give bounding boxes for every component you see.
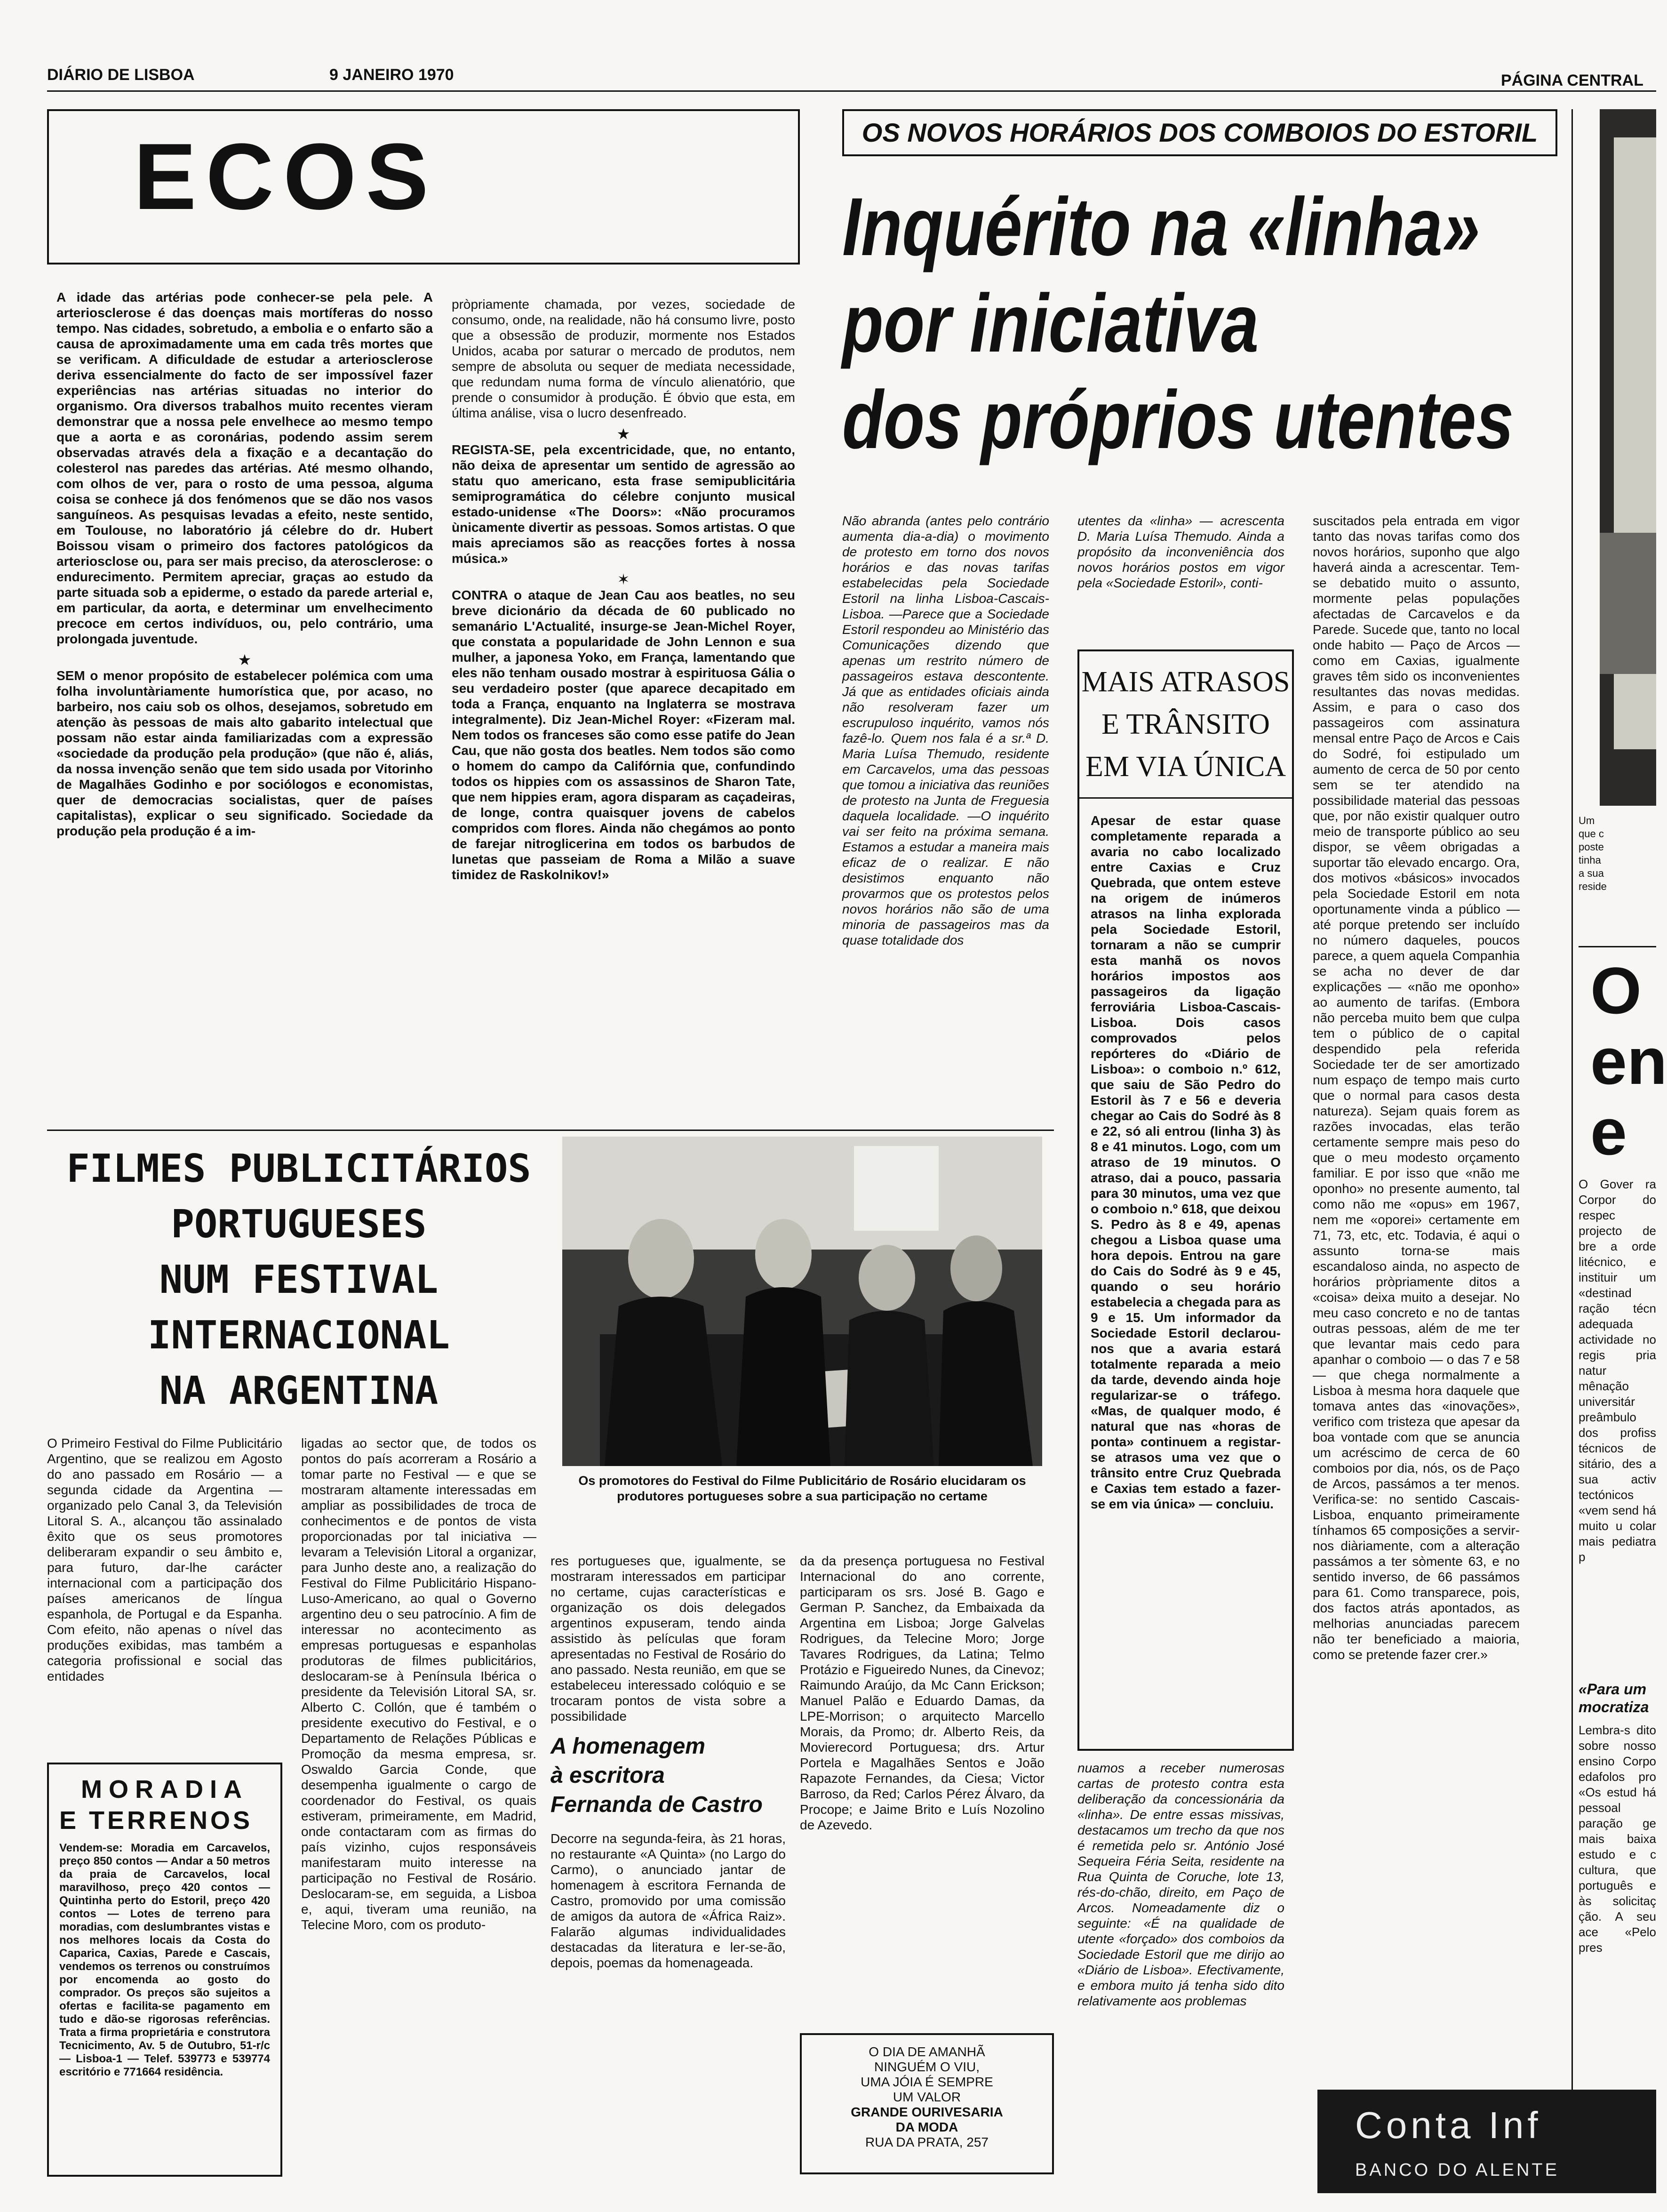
filmes-text-1: O Primeiro Festival do Filme Publicitário Argentino, que se realizou em Agosto do ano passado em Rosário — a segunda cidade da Argentina — organizado pelo Canal 3, da Televisión Litoral S. A., alcançou tão assinalado êxito que os seus promotores deliberaram expandir o seu âmbito e, para futuro, dar-lhe carácter internacional com a participação dos países americanos de língua espanhola, de Portugal e da Espanha. Com efeito, não apenas o nível das produções exibidas, mas também a categoria profissional e social das entidades [47,1436,282,1683]
masthead-rule [47,90,1656,92]
masthead-date: 9 JANEIRO 1970 [329,66,454,84]
right-strip-caption-line-5: a sua [1579,867,1604,879]
right-strip-rule [1571,109,1573,2180]
ecos-article-doors: REGISTA-SE, pela excentricidade, que, no entanto, não deixa de apresentar um sentido de agressão ao statu quo americano, esta frase semipublicitária semiprogramática do célebre conjunto musical estado-unidense «The Doors»: «Não procuramos ùnicamente divertir as pessoas. Somos artistas. O que mais apreciamos são as reacções fortes à nossa música.» [452,442,795,566]
comboios-kicker: OS NOVOS HORÁRIOS DOS COMBOIOS DO ESTORIL [861,118,1538,147]
ecos-article-beatles: CONTRA o ataque de Jean Cau aos beatles, no seu breve dicionário da década de 60 publicado no semanário L'Actualité, insurge-se Jean-Michel Royer, que constata a popularidade de John Lennon e sua mulher, a japonesa Yoko, em França, lamentando que eles não tenham ousado mostrar à espirituosa Gália o seu verdadeiro poster (que aparece decapitado em toda a França, enquanto na Inglaterra se mostrava integralmente). Diz Jean-Michel Royer: «Fizeram mal. Nem todos os franceses são como esse patife do Jean Cau, que não gosta dos beatles. Nem todos são como o homem do campo da Califórnia que, confundindo todos os hippies com os assassinos de Sharon Tate, que nem hippies eram, agora disparam as caçadeiras, de longe, contra quaisquer jovens de cabelos compridos com flores. Ainda não chegámos ao ponto de farejar nitroglicerina em todos os barbudos de lunetas que passeiam de Roma a Milão a suave timidez de Raskolnikov!» [452,588,795,882]
ourivesaria-ad [800,2033,1054,2174]
star-divider: ✶ [617,570,630,588]
homenagem-title [550,1732,786,1819]
masthead-paper: DIÁRIO DE LISBOA [47,66,195,84]
homenagem-title-line-3: Fernanda de Castro [550,1792,763,1817]
filmes-column-3 [550,1553,786,1723]
filmes-column-4 [800,1553,1045,2071]
filmes-text-2: ligadas ao sector que, de todos os pontos do país acorreram a Rosário a tomar parte no Festival — e que se mostraram altamente interessadas em ampliar as possibilidades de troca de conhecimentos e de pontos de vista proporcionadas por tal iniciativa — levaram a Televisión Litoral a organizar, para Junho deste ano, a realização do Festival do Filme Publicitário Hispano-Luso-Americano, ao qual o Governo argentino deu o seu patrocínio. A fim de interessar no acontecimento as empresas portuguesas e espanholas produtoras de filmes publicitários, deslocaram-se à Península Ibérica o presidente da Televisión Litoral SA, sr. Alberto C. Collón, que é também o presidente executivo do Festival, e o Departamento de Relações Públicas e Promoção da mesma empresa, sr. Oswaldo Garcia Conde, que desempenha igualmente o cargo de coordenador do Festival, os quais estiveram, primeiramente, em Madrid, onde contactaram com as firmas do país vizinho, cujos responsáveis manifestaram muito interesse na participação no Festival de Rosário. Deslocaram-se, em seguida, a Lisboa e, aqui, tiveram uma reunião, na Telecine Moro, com os produto- [301,1436,536,1932]
festival-photo [562,1137,1042,1466]
comboios-kicker-box [842,109,1557,156]
filmes-column-1 [47,1435,282,1755]
banco-ad [1317,2090,1656,2193]
ourivesaria-line-7: RUA DA PRATA, 257 [865,2135,989,2149]
comboios-column-3 [1313,513,1520,2090]
moradia-body: Vendem-se: Moradia em Carcavelos, preço 850 contos — Andar a 50 metros da praia de Carcavelos, local maravilhoso, preço 420 contos — Quintinha perto do Estoril, preço 420 contos — Lotes de terreno para moradias, com deslumbrantes vistas e nos melhores locais da Costa do Caparica, Caxias, Parede e Cascais, vendemos os terrenos ou construímos por encomenda ao gosto do comprador. Os preços são sujeitos a ofertas e facilita-se pagamento em tudo e dão-se rigorosas referências. Trata a firma proprietária e construtora Tecnicimento, Av. 5 de Outubro, 51-r/c — Lisboa-1 — Telef. 539773 e 539774 escritório e 771664 residência. [59,1842,270,2078]
right-strip-headline-line-2: en [1590,1024,1667,1098]
festival-photo-caption: Os promotores do Festival do Filme Publicitário de Rosário elucidaram os produtores portugueses sobre a sua participação no certame [578,1474,1026,1503]
right-strip-caption-line-6: reside [1579,881,1607,892]
right-strip-caption-line-4: tinha [1579,854,1601,866]
ecos-column-2 [452,297,795,1134]
ecos-column-1 [56,289,433,1127]
atrasos-box [1077,649,1294,1751]
festival-photo-illustration [562,1137,1042,1466]
atrasos-title-line-1: MAIS ATRASOS [1081,666,1290,698]
right-strip-photo [1600,109,1656,806]
comboios-column-1 [842,513,1049,1130]
right-strip-caption-line-1: Um [1579,815,1595,826]
right-strip-column: O Gover ra Corpor do respec projecto de bre a orde litécnico, e instituir um «destinad ração técn adequada actividade no regis pria natur mênação universitár preâmbulo dos profiss técnicos de sitário, des a sua activ tectónicos «vem send há muito u colar mais pediatra p [1579,1177,1656,1564]
filmes-headline-line-5: NA ARGENTINA [159,1369,439,1413]
comboios-column-2-bottom [1077,1760,1284,2184]
ourivesaria-line-3: UMA JÓIA É SEMPRE [861,2075,993,2089]
right-strip-caption-line-3: poste [1579,841,1604,853]
atrasos-body: Apesar de estar quase completamente reparada a avaria no cabo localizado entre Caxias e Cruz Quebrada, que ontem esteve na origem de inúmeros atrasos na linha explorada pela Sociedade Estoril, tornaram a não se cumprir esta manhã os novos horários impostos aos passageiros da ligação ferroviária Lisboa-Cascais-Lisboa. Dois casos comprovados pelos repórteres do «Diário de Lisboa»: o comboio n.º 612, que saiu de São Pedro do Estoril às 7 e 56 e deveria chegar ao Cais do Sodré às 8 e 22, só ali entrou (linha 3) às 8 e 41 minutos. Logo, com um atraso de 19 minutos. O atraso, dai a pouco, passaria para 30 minutos, uma vez que o comboio n.º 618, que deixou S. Pedro às 8 e 49, apenas chegou a Lisboa quase uma hora depois. Entrou na gare do Cais do Sodré às 9 e 45, quando o seu horário estabelecia a chegada para as 9 e 15. Um informador da Sociedade Estoril declarou-nos que a avaria estará totalmente reparada a meio da tarde, devendo ainda hoje regularizar-se o tráfego. «Mas, de qualquer modo, é natural que nas «horas de ponta» continuem a registar-se atrasos uma vez que o trânsito entre Cruz Quebrada e Caxias tem estado a fazer-se em via única» — concluiu. [1091,813,1281,1511]
filmes-headline-line-2: PORTUGUESES [171,1202,427,1247]
comboios-headline-line-3: dos próprios utentes [842,374,1514,466]
filmes-text-3: res portugueses que, igualmente, se mostraram interessados em participar no certame, cujas características e organização os dois delegados argentinos expuseram, tendo ainda assistido às películas que foram apresentadas no Festival de Rosário do ano passado. Nesta reunião, em que se estabeleceu interessado colóquio e se trocaram pontos de vista sobre a possibilidade [550,1554,786,1723]
ourivesaria-line-1: O DIA DE AMANHÃ [869,2044,985,2059]
filmes-headline-line-4: INTERNACIONAL [148,1313,450,1358]
comboios-text-2a: utentes da «linha» — acrescenta D. Maria Luísa Themudo. Ainda a propósito da inconveniência dos novos horários postos em vigor pela «Sociedade Estoril», conti- [1077,513,1284,590]
moradia-title-1: MORADIA [81,1775,248,1803]
banco-ad-title: Conta Inf [1355,2104,1542,2146]
ourivesaria-line-6: DA MODA [895,2120,958,2134]
ecos-article-arterias: A idade das artérias pode conhecer-se pela pele. A arteriosclerose é das doenças mais mortíferas do nosso tempo. Nas cidades, sobretudo, a embolia e o enfarto são a causa de aproximadamente uma em cada três mortes que se verificam. A dificuldade de estudar a arteriosclerose deriva essencialmente do facto de ser impossível fazer experiências nas artérias situadas no interior do organismo. Ora diversos trabalhos muito recentes vieram demonstrar que a nossa pele envelhece ao mesmo tempo que a aorta e as coronárias, podendo assim serem observadas através dela a fixação e a decantação do colesterol nas paredes das artérias. Até mesmo olhando, com olhos de ver, para o rosto de uma pessoa, alguma coisa se conhece já dos fenómenos que se dão nos vasos sanguíneos. As pesquisas levadas a efeito, neste sentido, em Toulouse, no laboratório já célebre do dr. Hubert Boissou visam o primeiro dos factores patológicos da arteriosclose ou, para ser mais preciso, da aterosclerose: o endurecimento. Permitem apreciar, graças ao estudo da parte situada sob a epiderme, o estado da parede arterial e, em particular, da aorta, e determinar um envelhecimento precoce em certos indivíduos, ou, pelo contrário, uma prolongada juventude. [56,290,433,646]
right-strip-divider [1579,946,1656,947]
right-strip-caption [1579,814,1656,937]
filmes-column-2 [301,1435,536,2179]
moradia-title-2: E TERRENOS [59,1806,253,1835]
ecos-title-box [47,109,800,264]
filmes-text-4: da da presença portuguesa no Festival Internacional do ano corrente, participaram os srs. José B. Gago e German P. Sanchez, da Embaixada da Argentina em Lisboa; Jorge Galvelas Rodrigues, da Telecine Moro; Jorge Tavares Rodrigues, da Latina; Telmo Protázio e Figueiredo Nunes, da Cinevoz; Raimundo Araújo, da Mc Cann Erickson; Manuel Palão e Eduardo Damas, da LPE-Morrison; o arquitecto Marcello Morais, da Promo; dr. Alberto Reis, da Movierecord Portuguesa; drs. Artur Portela e Magalhães Sentos e João Rapazote Fernandes, da Ciesa; Victor Barroso, da Red; Carlos Pérez Álvaro, da Procope; e Jaime Brito e Luís Nozolino de Azevedo. [800,1554,1045,1832]
banco-ad-subtitle: BANCO DO ALENTE [1355,2160,1559,2180]
filmes-top-rule [47,1130,1054,1131]
homenagem-title-line-1: A homenagem [550,1734,705,1759]
filmes-headline-line-1: FILMES PUBLICITÁRIOS [66,1146,531,1191]
star-divider: ★ [238,651,252,669]
star-divider: ★ [616,425,630,443]
right-strip-subhead: «Para um mocratiza [1579,1681,1649,1715]
comboios-text-3: suscitados pela entrada em vigor tanto das novas tarifas como dos novos horários, suponho que algo haverá ainda a acrescentar. Tem-se debatido muito o assunto, mormente pelas populações afectadas de Carcavelos e da Parede. Sucede que, tanto no local onde habito — Paço de Arcos — como em Caxias, igualmente graves têm sido os inconvenientes resultantes das novas medidas. Assim, e para o caso dos passageiros com assinatura mensal entre Paço de Arcos e Cais do Sodré, foi estipulado um aumento de cerca de 50 por cento sem se ter atendido na possibilidade material das pessoas que, por não existir qualquer outro meio de transporte público ao seu dispor, se vêem obrigadas a suportar tão elevado encargo. Ora, dos motivos «básicos» invocados pela Sociedade Estoril em nota oportunamente vinda a público — até porque pretendo ser incluído no número daqueles, poucos parece, a quem aquela Companhia se acha no dever de dar explicações — «não me oponho» ao aumento de tarifas. (Embora não perceba muito bem que culpa tem o público de o capital despendido pela referida Sociedade ter de ser amortizado num espaço de tempo mais curto que o normal para casos desta natureza). Sejam quais forem as razões invocadas, elas terão certamente sempre mais peso do que o meu modesto orçamento familiar. E por isso que «não me oponho» no presente aumento, tal como não me «opus» em 1967, nem me «oporei» certamente em 71, 73, etc, etc. Todavia, é aqui o assunto torna-se mais escandaloso ainda, no aspecto de horários pròpriamente ditos a «coisa» deixa muito a desejar. No meu caso concreto e no de tantas outras pessoas, além de me ter que levantar mais cedo para apanhar o comboio — o das 7 e 58 — que chega normalmente a Lisboa à mesma hora daquele que tomava antes das «inovações», verifico com tristeza que apesar da boa vontade com que se anuncia um acréscimo de cerca de 60 comboios por dia, nós, os de Paço de Arcos, passámos a ter menos. Verifica-se: no sentido Cascais-Lisboa, enquanto primeiramente tínhamos 65 composições a servir-nos diàriamente, com a alteração passámos a ter sòmente 63, e no sentido inverso, de 66 passámos para 61. Como transparece, pois, dos factos atrás apontados, as melhorias anunciadas parecem não ter beneficiado a maioria, como se pretende fazer crer.» [1313,513,1520,1662]
homenagem-body [550,1831,786,2170]
atrasos-title-line-3: EM VIA ÚNICA [1085,751,1286,783]
ecos-article-consumo: pròpriamente chamada, por vezes, sociedade de consumo, onde, na realidade, não há consumo livre, posto que a obsessão de produzir, mormente nos Estados Unidos, acaba por saturar o mercado de produtos, nem sempre de absoluta ou sequer de mediata necessidade, que redundam numa forma de vínculo alienatório, que prende o consumidor à produção. É óbvio que esta, em última análise, visa o lucro desenfreado. [452,297,795,420]
ourivesaria-line-2: NINGUÉM O VIU, [874,2060,980,2074]
ecos-article-producao: SEM o menor propósito de estabelecer polémica com uma folha involuntàriamente humorística que, por acaso, no barbeiro, nos caiu sob os olhos, desejamos, sobretudo em atenção às pessoas de mais alto gabarito intelectual que possam não estar ainda familiarizadas com a expressão «sociedade da produção pela produção» (que não é, aliás, da nossa invenção senão que tem sido usada por Vitorinho de Magalhães Godinho e por sociólogos e economistas, quer de democracias socialistas, quer de países capitalistas), explicar o seu significado. Sociedade da produção pela produção é a im- [56,668,433,838]
comboios-headline-line-2: por iniciativa [842,278,1259,369]
ourivesaria-line-4: UM VALOR [893,2090,961,2104]
atrasos-title-line-2: E TRÂNSITO [1101,708,1270,740]
right-strip-column-2: Lembra-s dito sobre nosso ensino Corpo edafolos pro «Os estud há pessoal paração ge mais baixa estudo e c cultura, que português e às solicitaç ção. A seu ace «Pelo pres [1579,1723,1656,1955]
right-strip-caption-line-2: que c [1579,828,1604,840]
comboios-text-1: Não abranda (antes pelo contrário aumenta dia-a-dia) o movimento de protesto em torno dos novos horários e das novas tarifas estabelecidas pela Sociedade Estoril na linha Lisboa-Cascais-Lisboa. —Parece que a Sociedade Estoril respondeu ao Ministério das Comunicações dizendo que apenas um restrito número de passageiros estava descontente. Já que as entidades oficiais ainda não resolveram fazer um escrupuloso inquérito, vamos nós fazê-lo. Quem nos fala é a sr.ª D. Maria Luísa Themudo, residente em Carcavelos, uma das pessoas que tomou a iniciativa das reuniões de protesto na Junta de Freguesia daquela localidade. —O inquérito vai ser feito na próxima semana. Estamos a estudar a maneira mais eficaz de o realizar. E não desistimos enquanto não provarmos que os protestos pelos novos horários não são de uma minoria de passageiros mas da quase totalidade dos [842,513,1049,947]
comboios-headline-line-1: Inquérito na «linha» [842,181,1480,273]
filmes-headline [47,1141,550,1419]
atrasos-title [1079,651,1292,799]
right-strip-headline-line-1: O [1590,954,1642,1027]
filmes-headline-line-3: NUM FESTIVAL [159,1258,439,1302]
right-strip-headline-line-3: e [1590,1095,1627,1169]
moradia-ad [47,1763,282,2177]
homenagem-text: Decorre na segunda-feira, às 21 horas, no restaurante «A Quinta» (no Largo do Carmo), o anunciado jantar de homenagem à escritora Fernanda de Castro, promovido por uma comissão de amigos da autora de «África Raiz». Falarão algumas individualidades destacadas da literatura e ler-se-ão, depois, poemas da homenageada. [550,1831,786,1970]
homenagem-title-line-2: à escritora [550,1763,665,1788]
ourivesaria-line-5: GRANDE OURIVESARIA [851,2105,1003,2119]
comboios-column-2-top [1077,513,1284,645]
comboios-text-2b: nuamos a receber numerosas cartas de protesto contra esta deliberação da concessionária da «linha». De entre essas missivas, destacamos um trecho da que nos é remetida pelo sr. António José Sequeira Féria Seita, residente na Rua Quinta de Coruche, lote 13, rés-do-chão, direito, em Paço de Arcos. Nomeadamente diz o seguinte: «É na qualidade de utente «forçado» dos comboios da Sociedade Estoril que me dirijo ao «Diário de Lisboa». Efectivamente, e embora muito já tenha sido dito relativamente aos problemas [1077,1761,1284,2008]
ecos-title: ECOS [134,124,438,229]
right-strip-photo-illustration [1600,109,1656,806]
masthead-section: PÁGINA CENTRAL [1501,72,1643,89]
right-strip-headline [1590,954,1667,1169]
comboios-headline [842,179,1514,468]
